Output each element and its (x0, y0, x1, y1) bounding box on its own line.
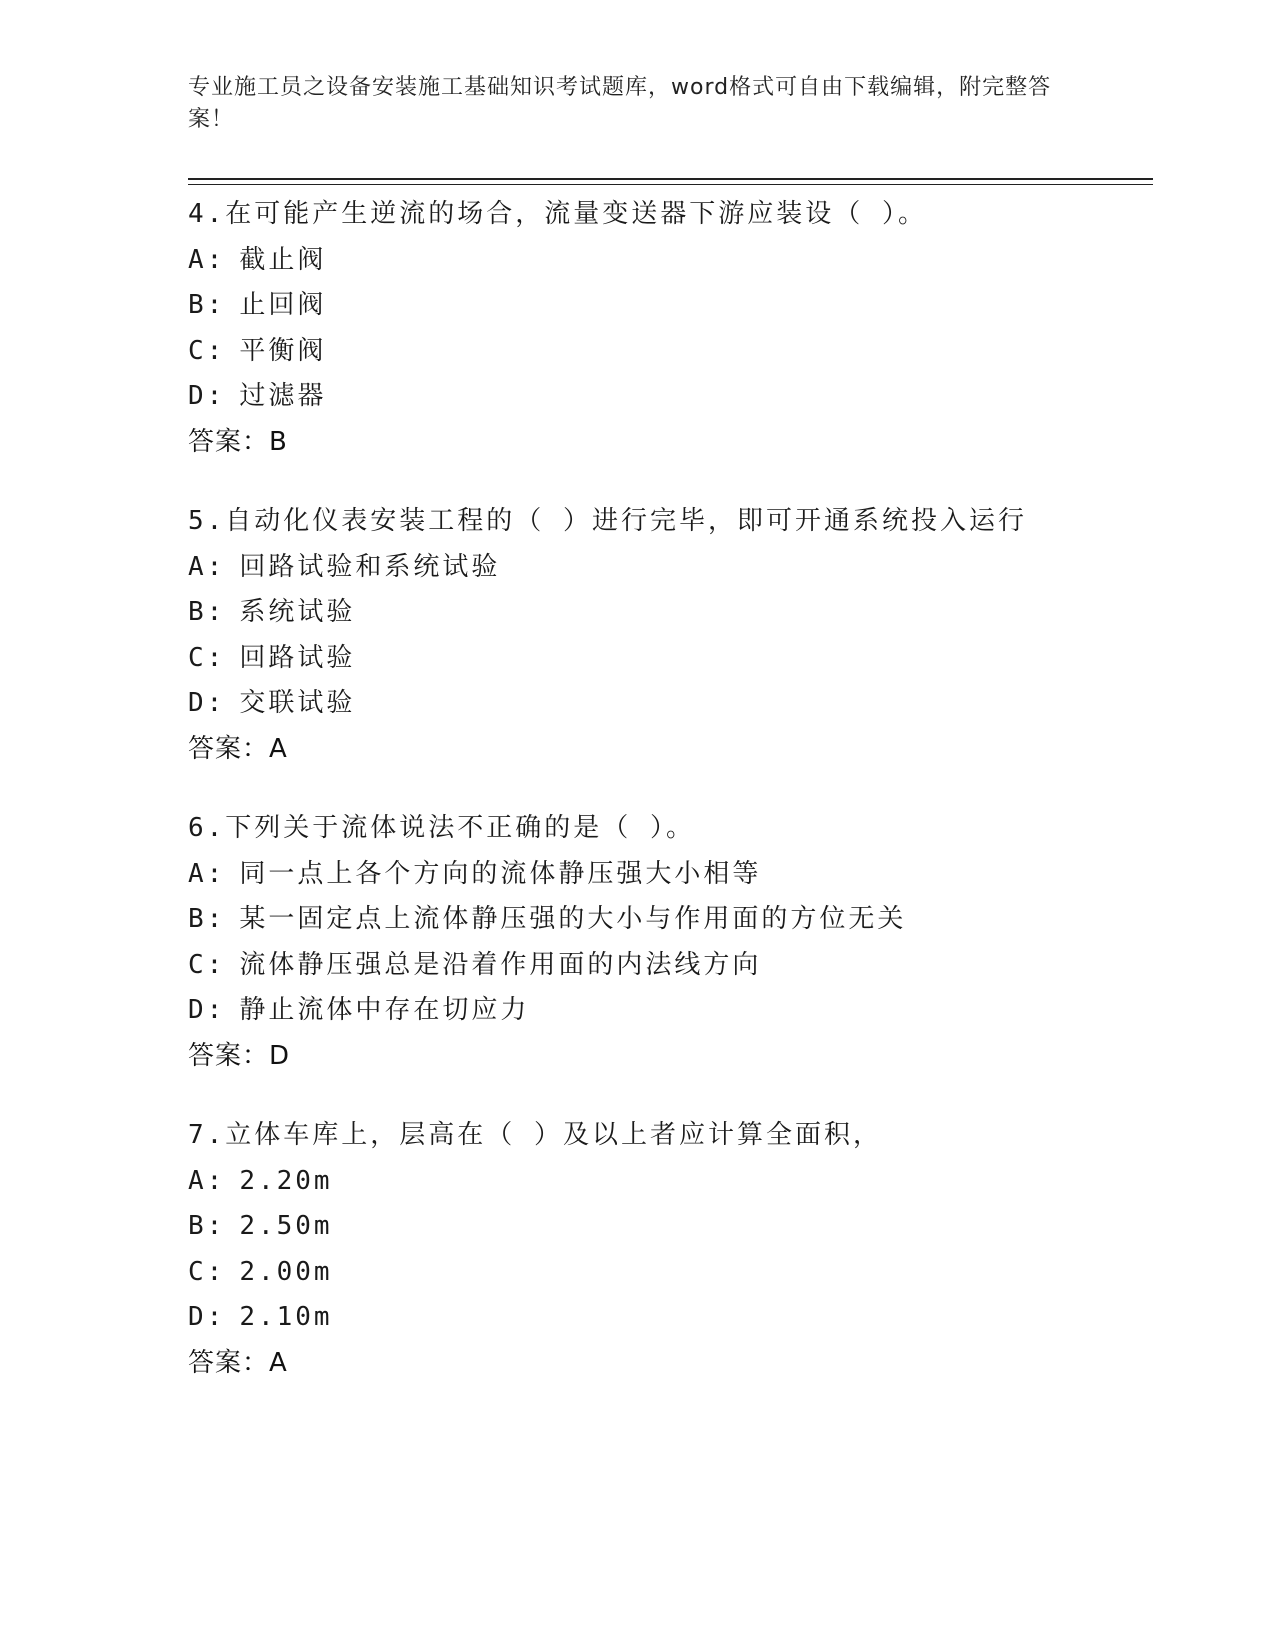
option-text: 静止流体中存在切应力 (239, 995, 530, 1025)
option-a (188, 545, 1153, 591)
option-text: 回路试验 (239, 642, 356, 673)
option-c (188, 329, 1153, 375)
option-b (188, 1204, 1153, 1250)
option-key: A: (188, 244, 226, 275)
option-b (188, 897, 1153, 943)
header-divider-thick (188, 178, 1153, 180)
option-key: D: (188, 381, 226, 411)
option-key: B: (188, 597, 226, 627)
option-a (188, 238, 1153, 284)
question-stem: 6.下列关于流体说法不正确的是（ ）。 (188, 813, 695, 843)
option-key: C: (188, 335, 226, 366)
option-key: D: (188, 1302, 226, 1332)
option-key: C: (188, 1256, 226, 1287)
option-text: 平衡阀 (239, 335, 327, 366)
option-text: 回路试验和系统试验 (239, 551, 501, 582)
option-text: 止回阀 (239, 290, 327, 320)
option-d (188, 988, 1153, 1034)
option-text: 2.20m (239, 1165, 333, 1196)
option-c (188, 943, 1153, 989)
option-c (188, 1250, 1153, 1296)
option-key: D: (188, 995, 226, 1025)
answer-label: 答案：A (188, 1347, 288, 1378)
option-text: 流体静压强总是沿着作用面的内法线方向 (239, 949, 762, 980)
option-a (188, 1159, 1153, 1205)
option-key: C: (188, 949, 226, 980)
answer-label: 答案：A (188, 733, 288, 764)
option-key: C: (188, 642, 226, 673)
option-d (188, 1295, 1153, 1341)
question-stem: 4.在可能产生逆流的场合，流量变送器下游应装设（ ）。 (188, 199, 927, 229)
header-divider-thin (188, 184, 1153, 185)
question-5 (188, 499, 1153, 772)
document-header: 专业施工员之设备安装施工基础知识考试题库，word格式可自由下载编辑，附完整答案！ (188, 75, 1052, 132)
option-text: 2.00m (239, 1256, 333, 1287)
option-key: B: (188, 904, 226, 934)
option-key: A: (188, 1165, 226, 1196)
option-key: B: (188, 1211, 226, 1241)
option-text: 截止阀 (239, 244, 327, 275)
option-text: 2.10m (239, 1302, 333, 1332)
question-6 (188, 806, 1153, 1079)
option-text: 2.50m (239, 1211, 333, 1241)
option-b (188, 283, 1153, 329)
question-stem: 5.自动化仪表安装工程的（ ）进行完毕，即可开通系统投入运行 (188, 506, 1027, 536)
option-text: 过滤器 (239, 381, 327, 411)
option-d (188, 374, 1153, 420)
answer-label: 答案：D (188, 1040, 291, 1071)
option-text: 交联试验 (239, 688, 356, 718)
option-c (188, 636, 1153, 682)
option-key: D: (188, 688, 226, 718)
question-4 (188, 192, 1153, 465)
option-key: B: (188, 290, 226, 320)
option-text: 系统试验 (239, 597, 356, 627)
option-key: A: (188, 551, 226, 582)
option-key: A: (188, 858, 226, 889)
question-list (188, 192, 1153, 1420)
option-a (188, 852, 1153, 898)
option-b (188, 590, 1153, 636)
answer-label: 答案：B (188, 426, 288, 457)
option-text: 某一固定点上流体静压强的大小与作用面的方位无关 (239, 904, 907, 934)
question-stem: 7.立体车库上，层高在（ ）及以上者应计算全面积， (188, 1120, 882, 1150)
option-d (188, 681, 1153, 727)
option-text: 同一点上各个方向的流体静压强大小相等 (239, 858, 762, 889)
question-7 (188, 1113, 1153, 1386)
